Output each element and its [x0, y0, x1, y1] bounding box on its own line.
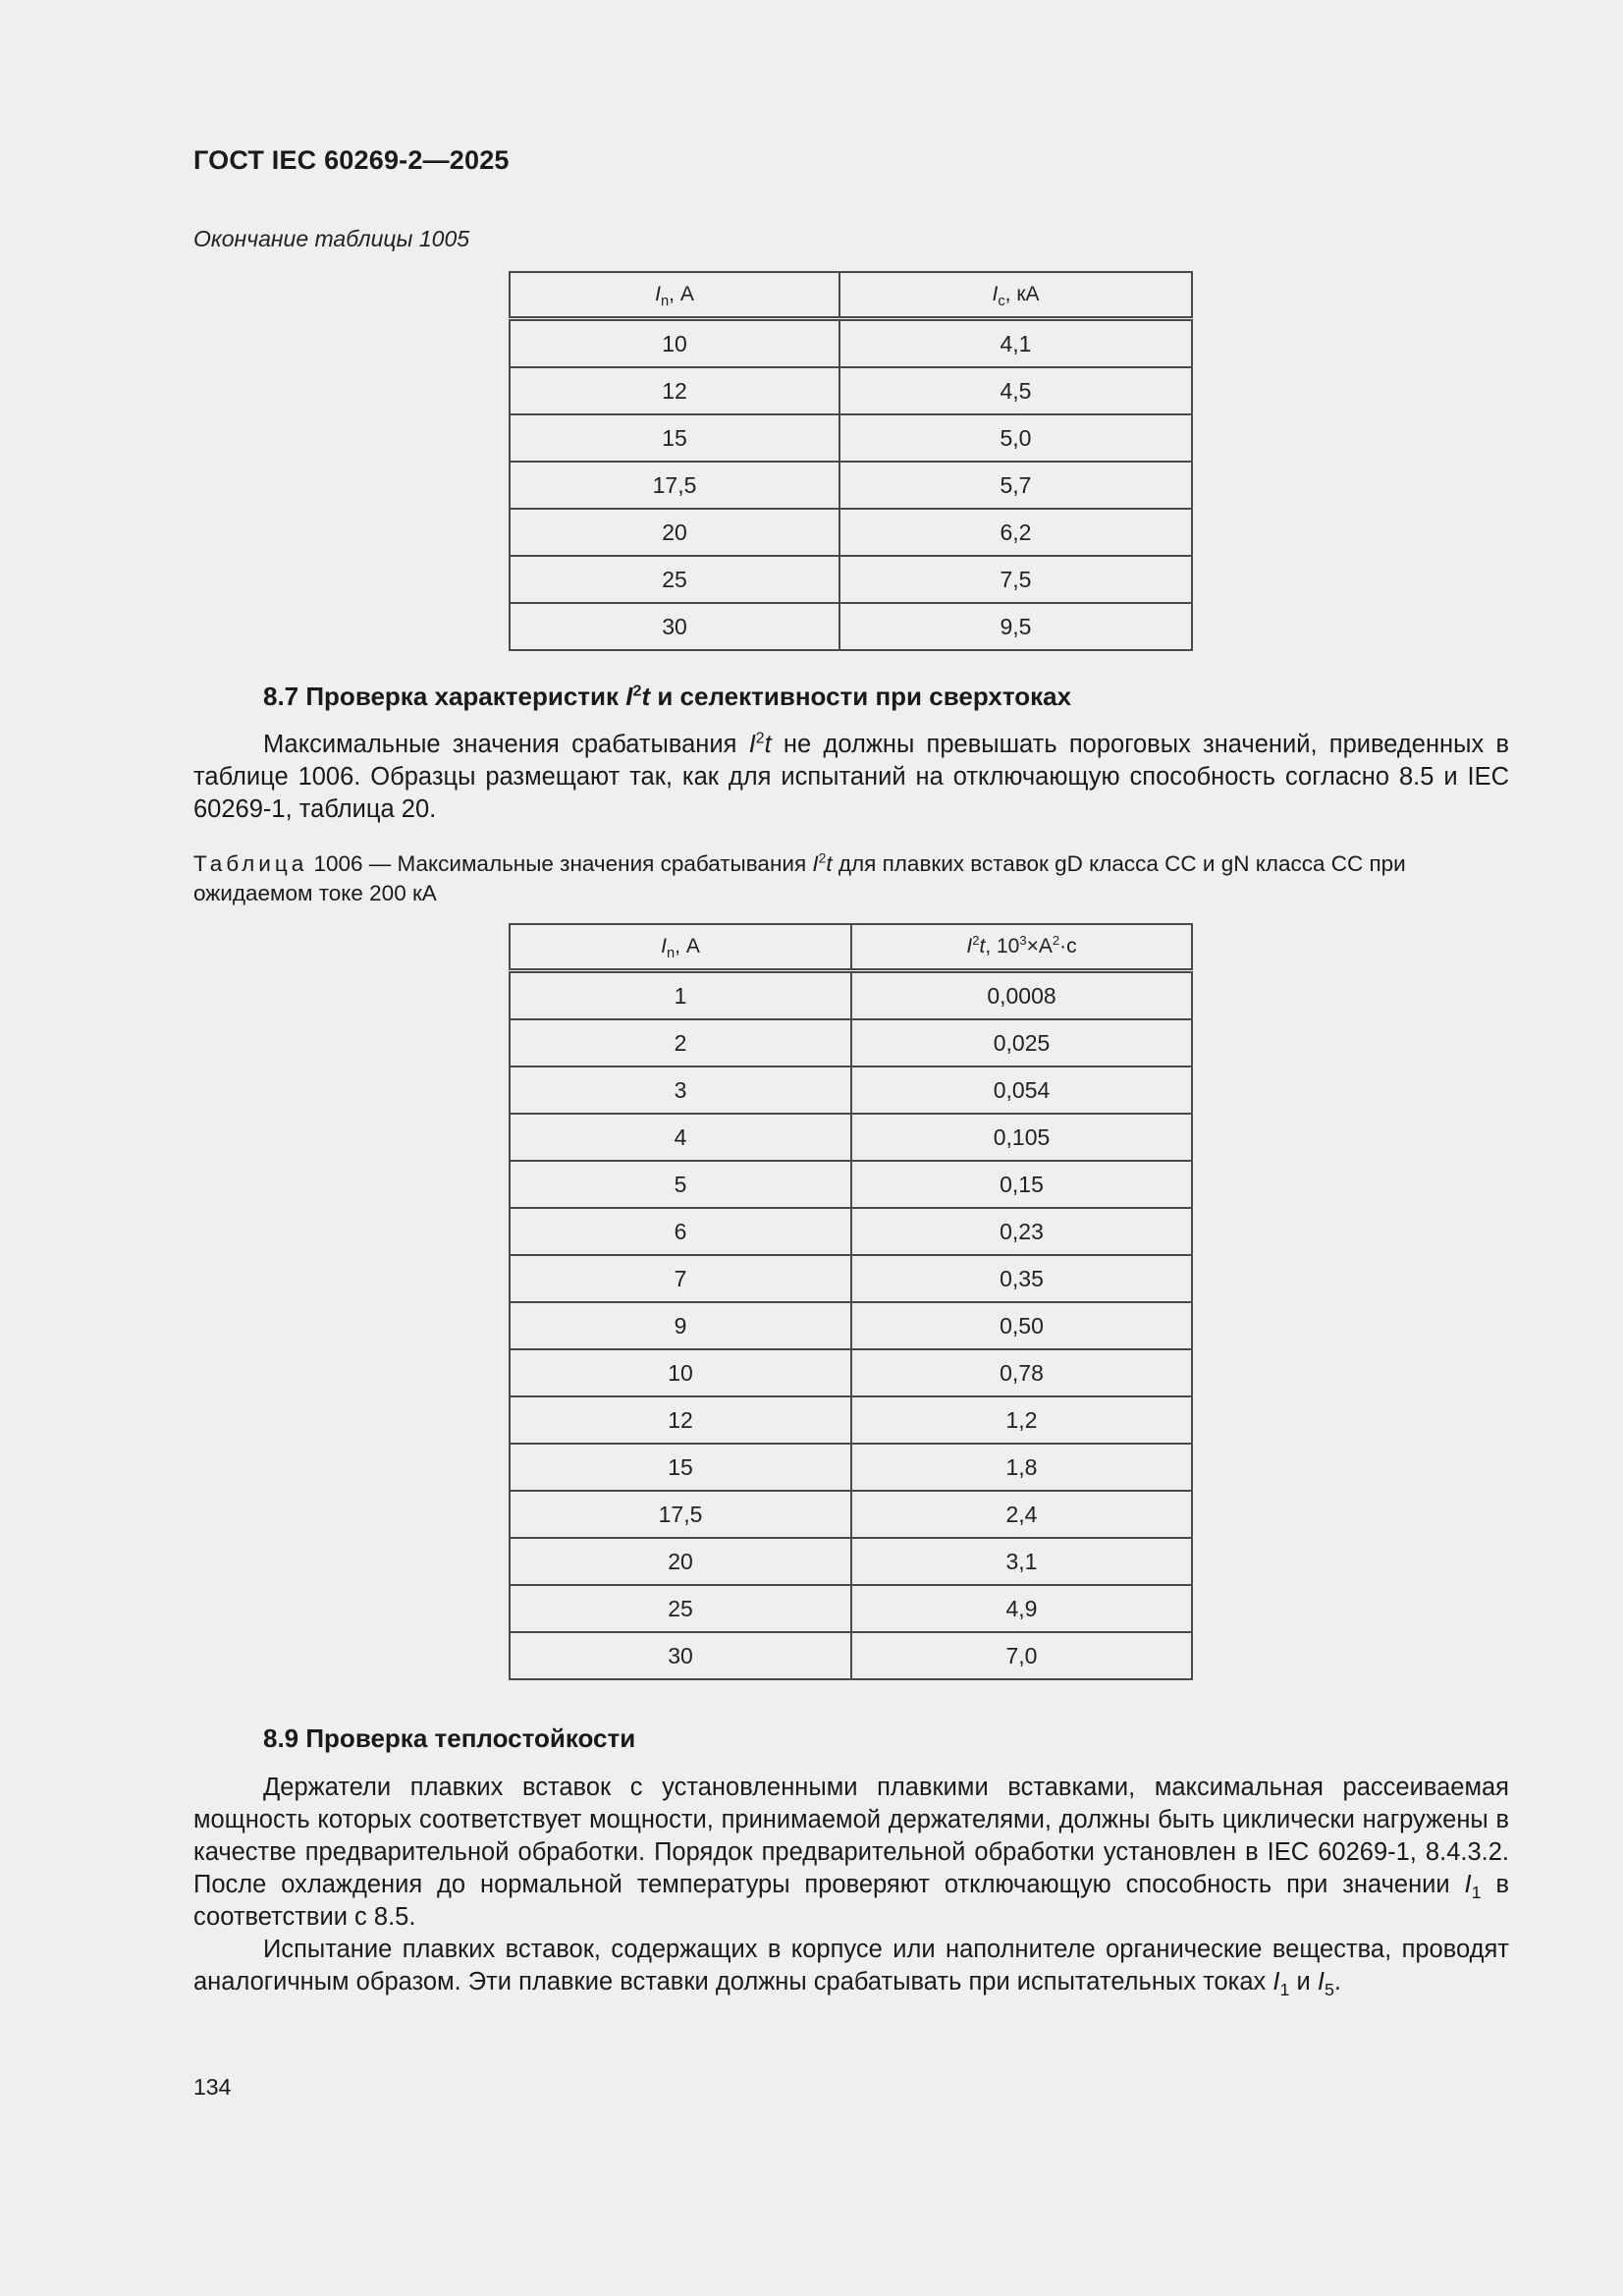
section-8-9-heading: 8.9 Проверка теплостойкости [263, 1723, 636, 1753]
table-cell: 20 [510, 1538, 851, 1585]
table-row [510, 1396, 1192, 1444]
table-row [510, 414, 1192, 462]
table-row [510, 1114, 1192, 1161]
table-cell: 4,9 [851, 1585, 1192, 1632]
table-cell: 7,5 [839, 556, 1192, 603]
table-cell: 30 [510, 1632, 851, 1679]
table-cell: 0,23 [851, 1208, 1192, 1255]
table-cell: 1,2 [851, 1396, 1192, 1444]
table-cell: 6 [510, 1208, 851, 1255]
table-cell: 20 [510, 509, 839, 556]
table-cell: 12 [510, 367, 839, 414]
table-row [510, 1585, 1192, 1632]
table-1005 [509, 271, 1193, 651]
table-row [510, 1019, 1192, 1066]
table-cell: 7 [510, 1255, 851, 1302]
table-1005-header-row [510, 272, 1192, 319]
table-cell: 0,78 [851, 1349, 1192, 1396]
table-row [510, 556, 1192, 603]
table-cell: 10 [510, 319, 839, 368]
table-cell: 0,105 [851, 1114, 1192, 1161]
standard-header: ГОСТ IEC 60269-2—2025 [193, 145, 510, 175]
table-row [510, 462, 1192, 509]
table-cell: 25 [510, 556, 839, 603]
table-cell: 10 [510, 1349, 851, 1396]
table-cell: 9,5 [839, 603, 1192, 650]
table-cell: 3 [510, 1066, 851, 1114]
table-row [510, 971, 1192, 1020]
table-cell: 17,5 [510, 1491, 851, 1538]
table-row [510, 1208, 1192, 1255]
section-8-7-paragraph: Максимальные значения срабатывания $I^2t$ не должны превышать пороговых значений, приведенных в таблице 1006. Образцы размещают так, как для испытаний на отключающую способность согласно 8.5 и IEC 60269-1, таблица 20. [193, 730, 1509, 823]
table-row [510, 1255, 1192, 1302]
table-cell: 30 [510, 603, 839, 650]
table-row [510, 1302, 1192, 1349]
table-cell: 17,5 [510, 462, 839, 509]
table-row [510, 1632, 1192, 1679]
table-cell: 0,054 [851, 1066, 1192, 1114]
table-row [510, 1066, 1192, 1114]
table-cell: 1,8 [851, 1444, 1192, 1491]
table-cell: 2,4 [851, 1491, 1192, 1538]
table-cell: 9 [510, 1302, 851, 1349]
section-8-9-paragraph-1: Держатели плавких вставок с установленными плавкими вставками, максимальная рассеиваемая мощность которых соответствует мощности, принимаемой держателями, должны быть циклически нагружены в качестве предварительной обработки. Порядок предварительной обработки установлен в IEC 60269-1, 8.4.3.2. После охлаждения до нормальной температуры проверяют отключающую способность при значении $I_1$ в соответствии с 8.5. [193, 1774, 1509, 1931]
table-row [510, 509, 1192, 556]
table-cell: 0,50 [851, 1302, 1192, 1349]
table-cell: 4,1 [839, 319, 1192, 368]
table-cell: 2 [510, 1019, 851, 1066]
table-cell: 0,025 [851, 1019, 1192, 1066]
table-cell: 3,1 [851, 1538, 1192, 1585]
page-number: 134 [193, 2074, 232, 2100]
table-cell: 1 [510, 971, 851, 1020]
table-row [510, 1349, 1192, 1396]
table-row [510, 603, 1192, 650]
table-1006-header-in: $I_n$, А [510, 924, 851, 971]
table-row [510, 1491, 1192, 1538]
table-row [510, 1444, 1192, 1491]
table-cell: 4,5 [839, 367, 1192, 414]
table-cell: 0,35 [851, 1255, 1192, 1302]
table-cell: 0,0008 [851, 971, 1192, 1020]
table-row [510, 367, 1192, 414]
table-cell: 5,7 [839, 462, 1192, 509]
table-cell: 4 [510, 1114, 851, 1161]
table-cell: 12 [510, 1396, 851, 1444]
section-8-7-heading: 8.7 Проверка характеристик $I^2t$ и селективности при сверхтоках [263, 682, 1072, 711]
table-row [510, 1161, 1192, 1208]
table-1006-header-row [510, 924, 1192, 971]
table-1006 [509, 923, 1193, 1680]
table-1006-header-i2t: $I^2t$, $10^3\times А^2\cdot с$ [851, 924, 1192, 971]
table-cell: 15 [510, 414, 839, 462]
table-cell: 0,15 [851, 1161, 1192, 1208]
table-1006-caption: Таблица 1006 — Максимальные значения срабатывания $I^2t$ для плавких вставок gD класса CC и gN класса CC при ожидаемом токе 200 кА [193, 849, 1406, 905]
table-cell: 15 [510, 1444, 851, 1491]
table-cell: 6,2 [839, 509, 1192, 556]
table-cell: 5 [510, 1161, 851, 1208]
section-8-9-paragraph-2: Испытание плавких вставок, содержащих в корпусе или наполнителе органические вещества, проводят аналогичным образом. Эти плавкие вставки должны срабатывать при испытательных токах $I_1$ и $I_5$. [193, 1936, 1509, 2000]
table-cell: 5,0 [839, 414, 1192, 462]
table-cell: 7,0 [851, 1632, 1192, 1679]
table-row [510, 319, 1192, 368]
table-1005-continuation-caption: Окончание таблицы 1005 [193, 226, 470, 251]
table-cell: 25 [510, 1585, 851, 1632]
table-1005-header-ic: $I_c$, кА [839, 272, 1192, 319]
table-1005-header-in: $I_n$, А [510, 272, 839, 319]
table-row [510, 1538, 1192, 1585]
